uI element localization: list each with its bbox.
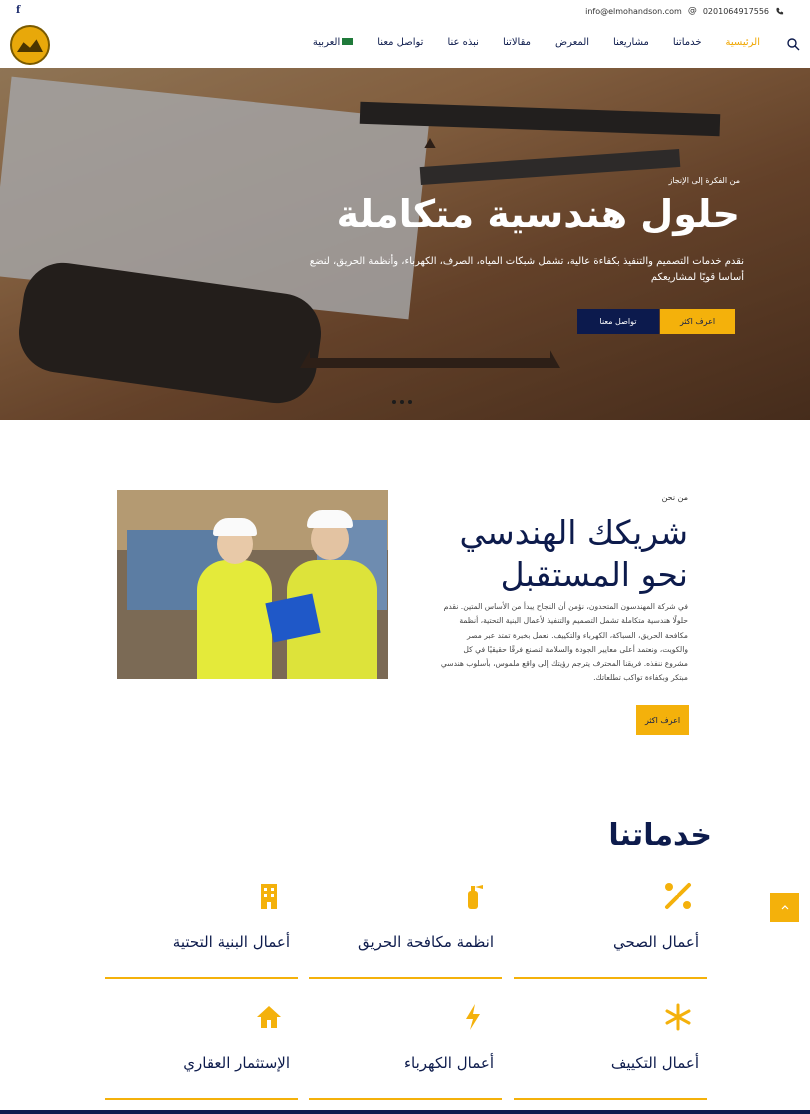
about-pretitle: من نحن	[661, 493, 688, 502]
nav-services[interactable]: خدماتنا	[672, 37, 702, 48]
chevron-up-icon	[781, 904, 789, 912]
saudi-flag-icon	[342, 38, 353, 45]
search-icon[interactable]	[786, 37, 800, 51]
phone-icon	[775, 7, 784, 16]
services-title: خدماتنا	[608, 818, 712, 853]
phone-text[interactable]: 0201064917556	[702, 6, 769, 16]
hero-slider	[0, 68, 810, 420]
fire-extinguisher-icon	[458, 881, 488, 911]
footer-strip	[0, 1110, 810, 1114]
nav-gallery[interactable]: المعرض	[554, 37, 590, 48]
hero-pretitle: من الفكرة إلى الإنجاز	[668, 176, 740, 185]
service-label: أعمال البنية التحتية	[172, 933, 290, 951]
about-learn-more-button[interactable]: اعرف اكثر	[636, 705, 689, 735]
nav-projects[interactable]: مشاريعنا	[613, 37, 649, 48]
top-bar	[0, 0, 810, 22]
hero-description: نقدم خدمات التصميم والتنفيذ بكفاءة عالية، تشمل شبكات المياه، الصرف، الكهرباء، وأنظمة الحريق، لنضع أساسا قويًا لمشاريعكم	[309, 256, 744, 283]
company-logo[interactable]	[10, 25, 50, 65]
bolt-icon	[458, 1002, 488, 1032]
service-label: أعمال التكييف	[610, 1054, 699, 1072]
home-icon	[254, 1002, 284, 1032]
service-card[interactable]	[309, 881, 502, 979]
slider-dot[interactable]	[400, 400, 404, 404]
service-label: أعمال الكهرباء	[403, 1054, 494, 1072]
service-label: أعمال الصحي	[613, 933, 699, 951]
facebook-icon[interactable]: f	[16, 5, 21, 16]
hero-overlay	[0, 68, 810, 420]
about-title: شريكك الهندسي نحو المستقبل	[459, 513, 688, 594]
nav-home[interactable]: الرئيسية	[725, 37, 760, 48]
hero-title: حلول هندسية متكاملة	[336, 192, 740, 236]
nav-articles[interactable]: مقالاتنا	[502, 37, 531, 48]
email-text[interactable]: info@elmohandson.com	[585, 6, 682, 16]
language-label: العربية	[312, 37, 341, 48]
service-card[interactable]	[514, 1002, 707, 1100]
hero-contact-button[interactable]: تواصل معنا	[577, 309, 659, 334]
main-navbar	[0, 22, 810, 68]
nav-language[interactable]	[301, 37, 365, 48]
nav-contact[interactable]: تواصل معنا	[377, 37, 424, 48]
contact-info	[585, 6, 784, 16]
service-label: انظمة مكافحة الحريق	[357, 933, 494, 951]
slider-dot[interactable]	[408, 400, 412, 404]
at-icon: @	[687, 6, 697, 16]
service-card[interactable]	[309, 1002, 502, 1100]
about-photo	[117, 490, 388, 679]
nav-about[interactable]: نبذه عنا	[447, 37, 479, 48]
snowflake-icon	[663, 1002, 693, 1032]
service-card[interactable]	[105, 1002, 298, 1100]
hero-learn-more-button[interactable]: اعرف اكثر	[660, 309, 735, 334]
slider-dot[interactable]	[392, 400, 396, 404]
service-card[interactable]	[514, 881, 707, 979]
service-label: الإستثمار العقاري	[183, 1054, 290, 1072]
nav-links	[301, 37, 772, 48]
slider-dots[interactable]	[392, 400, 412, 404]
about-text: في شركة المهندسون المتحدون، نؤمن أن النجاح يبدأ من الأساس المتين. نقدم حلولًا هندسية متكاملة تشمل التصميم والتنفيذ لأعمال البنية التحتية، أنظمة مكافحة الحريق، السباكة، الكهرباء والتكييف. نعمل بخبرة تمتد عبر مصر والكويت، ونعتمد أعلى معايير الجودة والسلامة لنصنع فرقًا حقيقيًا في كل مشروع ننفذه. فريقنا المحترف يترجم رؤيتك إلى واقع ملموس، بأسلوب هندسي مبتكر وبكفاءة تواكب تطلعاتك.	[440, 602, 688, 683]
tools-icon	[663, 881, 693, 911]
building-icon	[254, 881, 284, 911]
scroll-to-top-button[interactable]	[770, 893, 799, 922]
service-card[interactable]	[105, 881, 298, 979]
